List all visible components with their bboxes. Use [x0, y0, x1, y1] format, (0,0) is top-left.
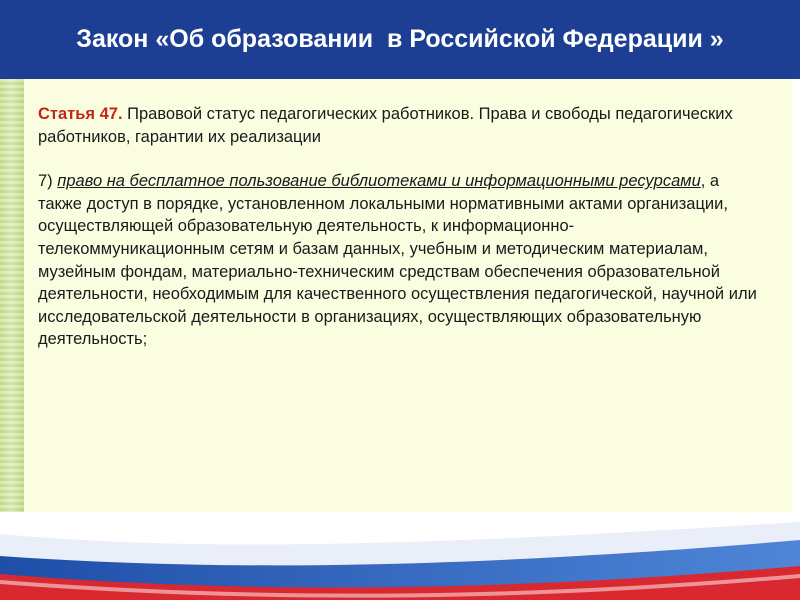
article-number: Статья 47.: [38, 105, 123, 123]
slide-body: [38, 103, 758, 351]
slide-header: [0, 0, 800, 79]
item-link[interactable]: право на бесплатное пользование библиотеками и информационными ресурсами: [57, 172, 701, 191]
item-text: , а также доступ в порядке, установленном локальными нормативными актами организации, осуществляющей образовательную деятельность, к информационно-телекоммуникационным сетям и базам данных, учебным и методическим материалам, музейным фондам, материально-техническим средствам обеспечения образовательной деятельности, необходимым для качественного осуществления педагогической, научной или исследовательской деятельности в организациях, осуществляющих образовательную деятельность;: [38, 172, 757, 349]
article-title: Правовой статус педагогических работников. Права и свободы педагогических работников, гарантии их реализации: [38, 105, 733, 146]
decorative-side-strip: [0, 79, 24, 512]
flag-ribbon-decoration: [0, 512, 800, 600]
slide-title: Закон «Об образовании в Российской Федерации »: [76, 25, 724, 53]
list-item: [38, 170, 758, 351]
article-heading: [38, 103, 758, 148]
item-number: 7): [38, 172, 58, 191]
